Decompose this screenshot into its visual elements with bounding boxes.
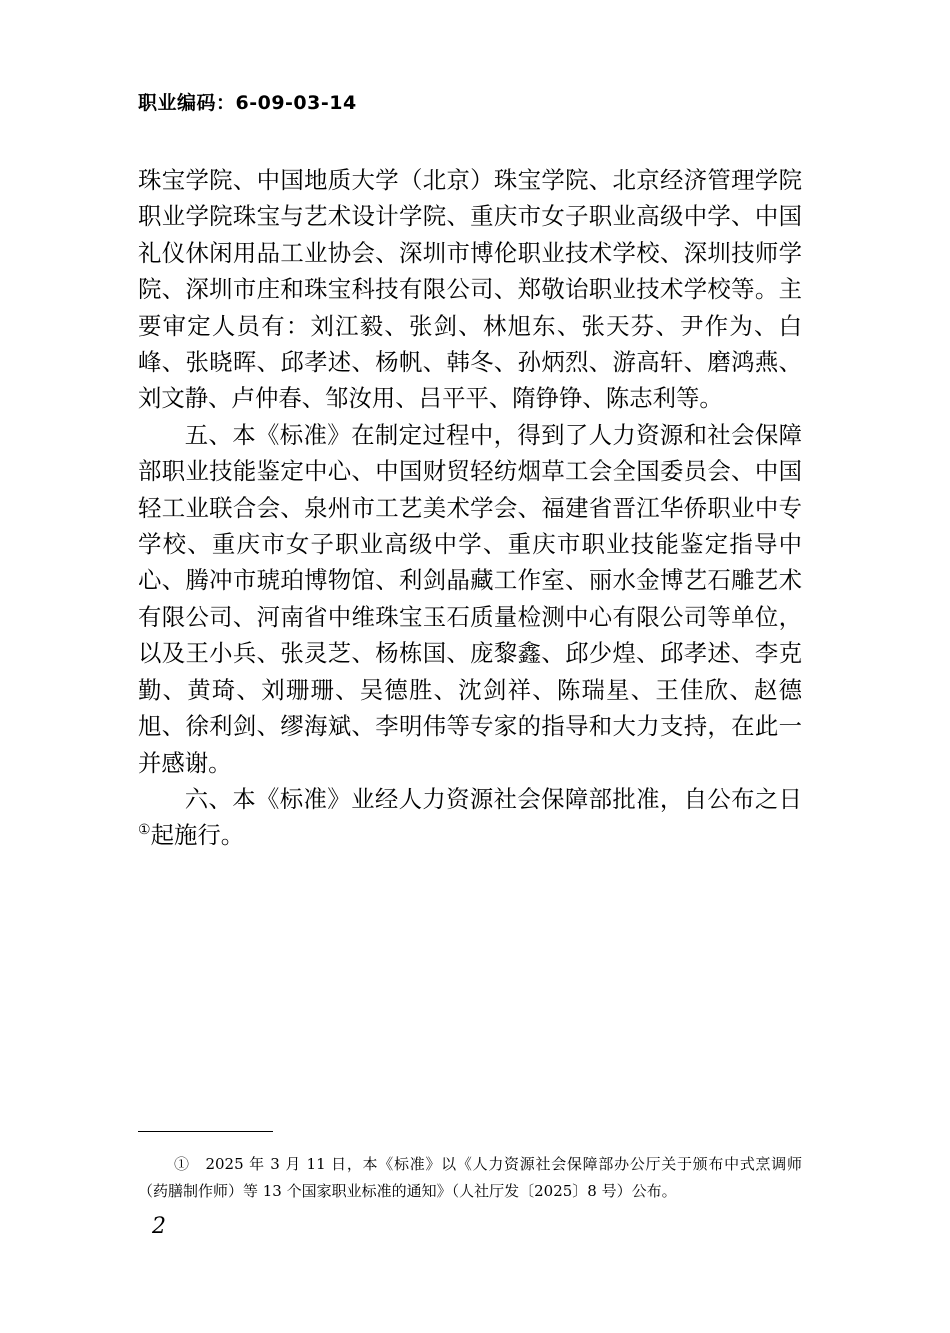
footnote-divider [138, 1131, 273, 1132]
paragraph-six [138, 781, 802, 854]
paragraph-continued: 珠宝学院、中国地质大学（北京）珠宝学院、北京经济管理学院职业学院珠宝与艺术设计学院、重庆市女子职业高级中学、中国礼仪休闲用品工业协会、深圳市博伦职业技术学校、深圳技师学院、深圳市庄和珠宝科技有限公司、郑敬诒职业技术学校等。主要审定人员有：刘江毅、张剑、林旭东、张天芬、尹作为、白峰、张晓晖、邱孝述、杨帆、韩冬、孙炳烈、游高轩、磨鸿燕、刘文静、卢仲春、邹汝用、吕平平、隋铮铮、陈志利等。 [138, 166, 802, 413]
body-text [138, 162, 802, 854]
occupation-code-header: 职业编码：6-09-03-14 [138, 92, 357, 114]
footnote-text: ① 2025 年 3 月 11 日，本《标准》以《人力资源社会保障部办公厅关于颁布中式烹调师（药膳制作师）等 13 个国家职业标准的通知》（人社厅发〔2025〕8 号）公布。 [138, 1155, 802, 1200]
paragraph-six-text: 六、本《标准》业经人力资源社会保障部批准，自公布之日 [184, 784, 802, 813]
paragraph-six-ending: 起施行。 [150, 821, 245, 850]
paragraph-five: 五、本《标准》在制定过程中，得到了人力资源和社会保障部职业技能鉴定中心、中国财贸轻纺烟草工会全国委员会、中国轻工业联合会、泉州市工艺美术学会、福建省晋江华侨职业中专学校、重庆市女子职业高级中学、重庆市职业技能鉴定指导中心、腾冲市琥珀博物馆、利剑晶藏工作室、丽水金博艺石雕艺术有限公司、河南省中维珠宝玉石质量检测中心有限公司等单位，以及王小兵、张灵芝、杨栋国、庞黎鑫、邱少煌、邱孝述、李克勤、黄琦、刘珊珊、吴德胜、沈剑祥、陈瑞星、王佳欣、赵德旭、徐利剑、缪海斌、李明伟等专家的指导和大力支持，在此一并感谢。 [138, 420, 802, 777]
page-number: 2 [152, 1214, 166, 1239]
footnote-reference[interactable]: ① [138, 822, 151, 839]
